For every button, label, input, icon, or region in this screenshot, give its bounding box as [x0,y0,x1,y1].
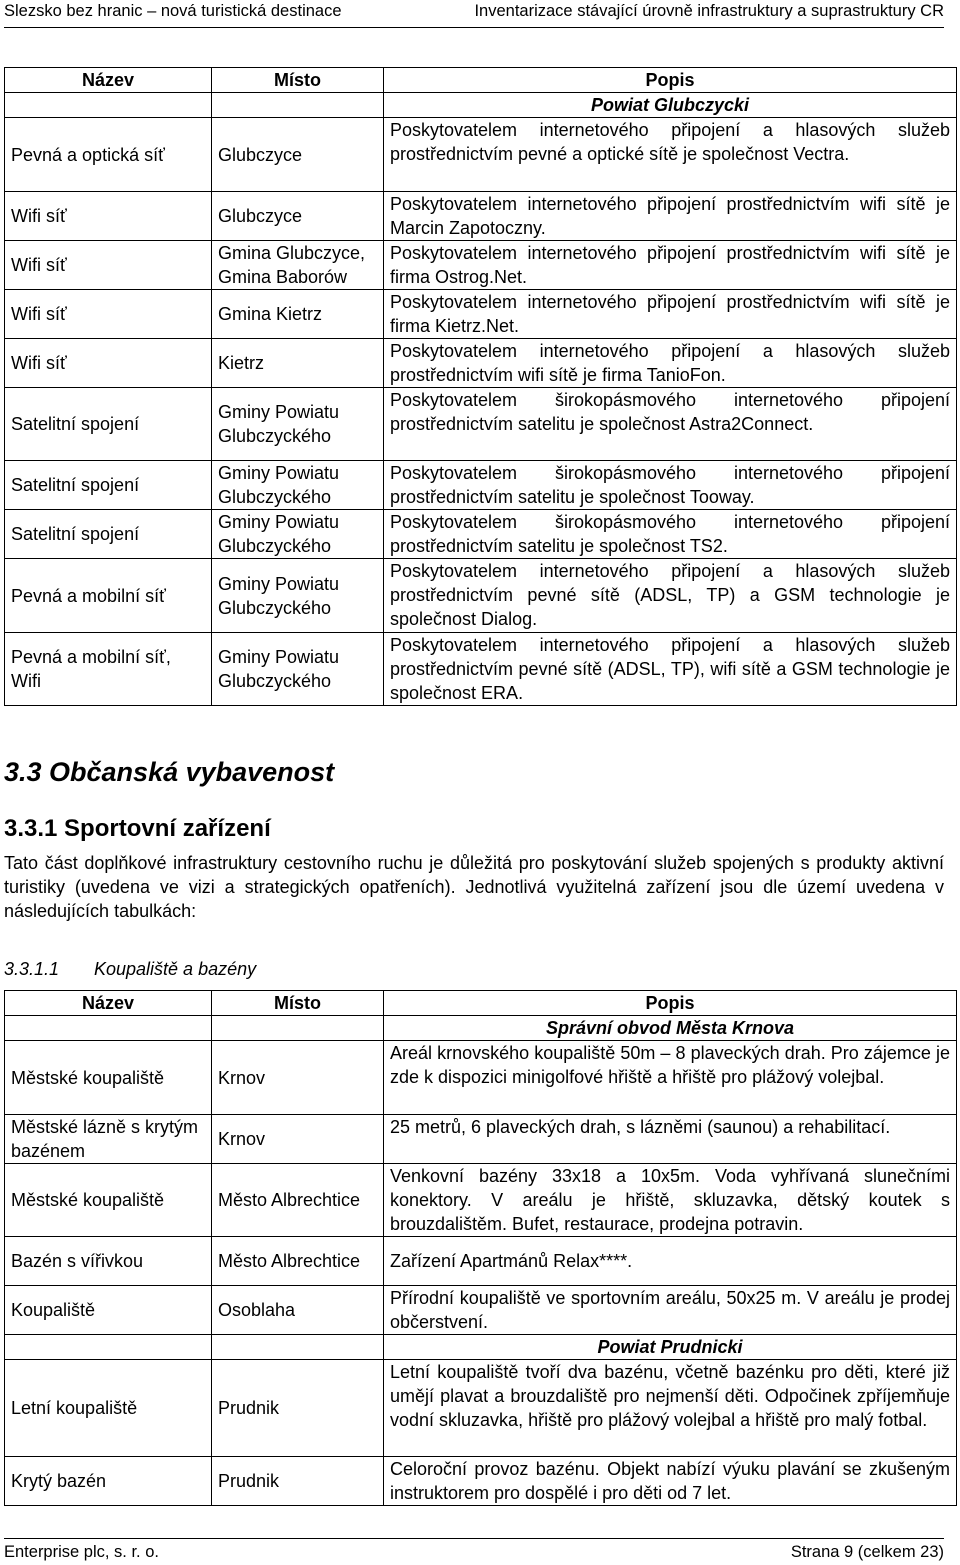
swimming-pools-table [4,990,957,1506]
table-row [5,1164,957,1237]
cell-place: Osoblaha [212,1286,384,1335]
header-project-title: Slezsko bez hranic – nová turistická destinace [4,2,342,20]
footer-company: Enterprise plc, s. r. o. [4,1543,159,1561]
cell-name: Satelitní spojení [5,510,212,559]
cell-place: Kietrz [212,339,384,388]
cell-description: Poskytovatelem širokopásmového internetového připojení prostřednictvím satelitu je společnost Tooway. [384,461,957,510]
table-row [5,559,957,633]
cell-place: Krnov [212,1115,384,1164]
column-header-description: Popis [384,68,957,93]
cell-description: Přírodní koupaliště ve sportovním areálu, 50x25 m. V areálu je prodej občerstvení. [384,1286,957,1335]
cell-place: Gminy Powiatu Glubczyckého [212,461,384,510]
cell-name: Wifi síť [5,192,212,241]
cell-place: Prudnik [212,1457,384,1506]
cell-description: Poskytovatelem širokopásmového internetového připojení prostřednictvím satelitu je společnost Astra2Connect. [384,388,957,461]
cell-place: Gminy Powiatu Glubczyckého [212,633,384,706]
cell-name: Wifi síť [5,241,212,290]
subsection-heading: 3.3.1 Sportovní zařízení [4,815,271,842]
cell-name: Městské koupaliště [5,1041,212,1115]
column-header-name: Název [5,68,212,93]
table-row [5,1286,957,1335]
column-header-name: Název [5,991,212,1016]
cell-name: Pevná a optická síť [5,118,212,192]
cell-place: Město Albrechtice [212,1237,384,1286]
cell-place: Prudnik [212,1360,384,1457]
cell-description: Areál krnovského koupaliště 50m – 8 plaveckých drah. Pro zájemce je zde k dispozici minigolfové hřiště a hřiště pro plážový volejbal. [384,1041,957,1115]
cell-description: Poskytovatelem internetového připojení prostřednictvím wifi sítě je firma Ostrog.Net. [384,241,957,290]
region-row: Powiat Glubczycki [384,93,957,118]
cell-name: Satelitní spojení [5,461,212,510]
cell-name: Městské lázně s krytým bazénem [5,1115,212,1164]
cell-name: Pevná a mobilní síť, Wifi [5,633,212,706]
cell-name: Bazén s vířivkou [5,1237,212,1286]
internet-providers-table [4,67,957,706]
cell-description: Poskytovatelem internetového připojení a hlasových služeb prostřednictvím pevné sítě (ADSL, TP), wifi sítě a GSM technologie je společnost ERA. [384,633,957,706]
footer-page-number: Strana 9 (celkem 23) [790,1543,944,1561]
table-row [5,1360,957,1457]
table-row [5,461,957,510]
table-row [5,192,957,241]
cell-description: Celoroční provoz bazénu. Objekt nabízí výuku plavání se zkušeným instruktorem pro dospělé i pro děti od 7 let. [384,1457,957,1506]
subsubsection-heading [4,959,256,980]
column-header-place: Místo [212,68,384,93]
column-header-place: Místo [212,991,384,1016]
cell-place: Glubczyce [212,118,384,192]
table-row [5,388,957,461]
page-footer [4,1538,944,1565]
cell-place: Gminy Powiatu Glubczyckého [212,388,384,461]
cell-name: Pevná a mobilní síť [5,559,212,633]
table-row [5,1237,957,1286]
cell-place: Glubczyce [212,192,384,241]
cell-place: Krnov [212,1041,384,1115]
column-header-description: Popis [384,991,957,1016]
cell-name: Satelitní spojení [5,388,212,461]
cell-place: Gmina Kietrz [212,290,384,339]
cell-place: Město Albrechtice [212,1164,384,1237]
cell-name: Městské koupaliště [5,1164,212,1237]
region-row: Správní obvod Města Krnova [384,1016,957,1041]
cell-description: Poskytovatelem internetového připojení a hlasových služeb prostřednictvím pevné sítě (ADSL, TP) a GSM technologie je společnost Dialog. [384,559,957,633]
cell-description: Letní koupaliště tvoří dva bazénu, včetně bazénku pro děti, které již umějí plavat a brouzdaliště pro nejmenší děti. Odpočinek zpříjemňuje vodní skluzavka, hřiště pro plážový volejbal a hřiště pro malý fotbal. [384,1360,957,1457]
cell-description: Poskytovatelem internetového připojení prostřednictvím wifi sítě je firma Kietrz.Net. [384,290,957,339]
cell-description: Venkovní bazény 33x18 a 10x5m. Voda vyhřívaná slunečními konektory. V areálu je hřiště, skluzavka, dětský koutek s brouzdalištěm. Bufet, restaurace, prodejna potravin. [384,1164,957,1237]
section-heading: 3.3 Občanská vybavenost [4,757,335,787]
cell-name: Letní koupaliště [5,1360,212,1457]
cell-description: Poskytovatelem internetového připojení a hlasových služeb prostřednictvím wifi sítě je firma TanioFon. [384,339,957,388]
section-paragraph: Tato část doplňkové infrastruktury cestovního ruchu je důležitá pro poskytování služeb spojených s produkty aktivní turistiky (uvedena ve vizi a strategických opatřeních). Jednotlivá využitelná zařízení jsou dle území uvedena v následujících tabulkách: [4,853,944,921]
table-row [5,633,957,706]
cell-name: Krytý bazén [5,1457,212,1506]
region-row: Powiat Prudnicki [384,1335,957,1360]
cell-place: Gminy Powiatu Glubczyckého [212,559,384,633]
cell-place: Gminy Powiatu Glubczyckého [212,510,384,559]
header-document-title: Inventarizace stávající úrovně infrastruktury a suprastruktury CR [474,2,944,20]
subsubsection-number: 3.3.1.1 [4,959,60,979]
cell-description: Poskytovatelem širokopásmového internetového připojení prostřednictvím satelitu je společnost TS2. [384,510,957,559]
page-header [4,0,944,28]
table-row [5,1041,957,1115]
table-row [5,118,957,192]
cell-name: Wifi síť [5,290,212,339]
table-row [5,1457,957,1506]
cell-name: Koupaliště [5,1286,212,1335]
table-row [5,241,957,290]
table-row [5,1115,957,1164]
cell-place: Gmina Glubczyce, Gmina Baborów [212,241,384,290]
table-row [5,290,957,339]
subsubsection-title: Koupaliště a bazény [94,959,257,979]
cell-description: Poskytovatelem internetového připojení prostřednictvím wifi sítě je Marcin Zapotoczny. [384,192,957,241]
cell-description: Poskytovatelem internetového připojení a hlasových služeb prostřednictvím pevné a optické sítě je společnost Vectra. [384,118,957,192]
cell-description: Zařízení Apartmánů Relax****. [384,1237,957,1286]
cell-name: Wifi síť [5,339,212,388]
table-row [5,510,957,559]
table-row [5,339,957,388]
cell-description: 25 metrů, 6 plaveckých drah, s lázněmi (saunou) a rehabilitací. [384,1115,957,1164]
